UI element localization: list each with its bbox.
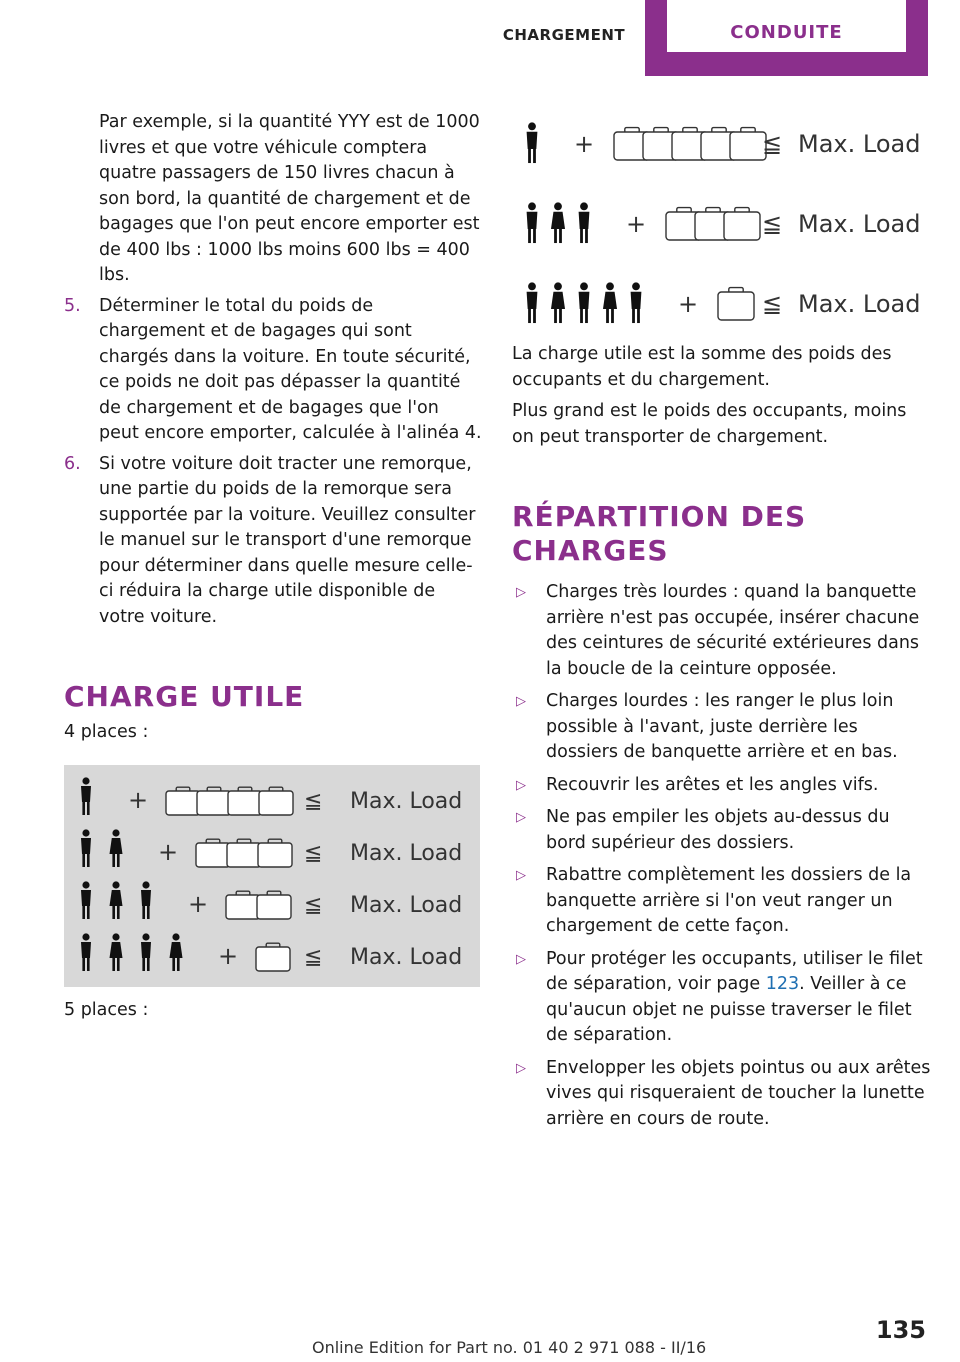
bullet-item: ▷ Rabattre complètement les dossiers de la banquette arrière si l'on veut ranger un chargement de cette façon.	[516, 865, 912, 936]
max-load-label: Max. Load	[798, 210, 921, 238]
female-occupant-icon	[603, 282, 617, 323]
female-occupant-icon	[551, 202, 565, 243]
max-load-label: Max. Load	[350, 945, 463, 970]
example-paragraph: Par exemple, si la quantité YYY est de 1000 livres et que votre véhicule comptera quatre passagers de 150 livres chacun à son bord, la quantité de chargement et de bagages que l'on peut encore emporter est de 400 lbs : 1000 lbs moins 600 lbs = 400 lbs.	[99, 112, 480, 285]
payload-row	[81, 777, 462, 815]
luggage-icon	[718, 288, 754, 320]
luggage-icon	[724, 208, 760, 240]
male-occupant-icon	[579, 282, 590, 323]
female-occupant-icon	[551, 282, 565, 323]
payload-row	[527, 282, 921, 323]
plus-sign: +	[218, 942, 239, 970]
female-occupant-icon	[110, 933, 123, 971]
numbered-step-5	[64, 294, 484, 447]
female-occupant-icon	[110, 829, 123, 867]
edition-line: Online Edition for Part no. 01 40 2 971 088 - II/16	[312, 1338, 707, 1357]
bullet-item: ▷ Ne pas empiler les objets au-dessus du bord supérieur des dossiers.	[516, 807, 890, 853]
plus-sign: +	[128, 786, 149, 814]
less-or-equal-sign: ≦	[762, 290, 783, 318]
page-number: 135	[875, 1316, 926, 1344]
luggage-icon	[197, 787, 231, 815]
payload-row	[527, 202, 921, 243]
plus-sign: +	[158, 838, 179, 866]
payload-row	[81, 829, 462, 867]
male-occupant-icon	[81, 881, 91, 919]
left-column	[64, 110, 484, 746]
max-load-label: Max. Load	[798, 130, 921, 158]
male-occupant-icon	[141, 933, 151, 971]
bullet-item: ▷ Recouvrir les arêtes et les angles vifs.	[512, 773, 932, 799]
step-number: 6.	[64, 453, 81, 474]
luggage-icon	[257, 891, 291, 919]
less-or-equal-sign: ≦	[762, 130, 783, 158]
payload-row	[81, 933, 462, 971]
luggage-icon	[196, 839, 230, 867]
bullet-triangle-icon: ▷	[516, 868, 526, 883]
luggage-icon	[228, 787, 262, 815]
max-load-label: Max. Load	[798, 290, 921, 318]
numbered-step-6	[64, 452, 484, 631]
male-occupant-icon	[527, 122, 538, 163]
payload-row	[81, 881, 462, 919]
step-text: Si votre voiture doit tracter une remorque, une partie du poids de la remorque sera supportée par la voiture. Veuillez consulter le manuel sur le transport d'une remorque pour déterminer dans quelle mesure celle-ci réduira la charge utile disponible de votre voiture.	[99, 453, 476, 627]
page-reference-link[interactable]: 123	[765, 974, 800, 994]
plus-sign: +	[678, 290, 699, 318]
luggage-icon	[226, 891, 260, 919]
max-load-label: Max. Load	[350, 841, 463, 866]
step-text: Déterminer le total du poids de chargement et de bagages qui sont chargés dans la voiture. En toute sécurité, ce poids ne doit pas dépasser la quantité de chargement et de bagages que l'on peut encore emporter, calculée à l'alinéa 4.	[99, 295, 482, 443]
luggage-icon	[258, 839, 292, 867]
bullet-triangle-icon: ▷	[516, 777, 526, 793]
male-occupant-icon	[527, 282, 538, 323]
less-or-equal-sign: ≦	[304, 841, 323, 866]
male-occupant-icon	[81, 933, 91, 971]
plus-sign: +	[626, 210, 647, 238]
bullet-item: ▷ Charges très lourdes : quand la banquette arrière n'est pas occupée, insérer chacune des ceintures de sécurité extérieures dans la boucle de la ceinture opposée.	[516, 582, 920, 679]
male-occupant-icon	[81, 777, 91, 815]
male-occupant-icon	[527, 202, 538, 243]
places-4-label: 4 places :	[64, 722, 149, 742]
payload-note: Plus grand est le poids des occupants, moins on peut transporter de chargement.	[512, 401, 907, 447]
places-5-label: 5 places :	[64, 1000, 149, 1020]
luggage-icon	[259, 787, 293, 815]
luggage-icon	[166, 787, 200, 815]
bullet-triangle-icon: ▷	[516, 810, 526, 825]
plus-sign: +	[574, 130, 595, 158]
less-or-equal-sign: ≦	[304, 945, 323, 970]
male-occupant-icon	[141, 881, 151, 919]
right-column	[512, 342, 932, 1132]
bullet-item: ▷ Envelopper les objets pointus ou aux arêtes vives qui risqueraient de toucher la lunette arrière en cours de route.	[516, 1057, 931, 1129]
male-occupant-icon	[579, 202, 590, 243]
luggage-icon	[227, 839, 261, 867]
bullet-triangle-icon: ▷	[516, 951, 526, 967]
step-number: 5.	[64, 295, 81, 316]
less-or-equal-sign: ≦	[762, 210, 783, 238]
less-or-equal-sign: ≦	[304, 893, 323, 918]
heading-charge-utile: CHARGE UTILE	[64, 680, 305, 713]
male-occupant-icon	[631, 282, 642, 323]
max-load-label: Max. Load	[350, 789, 463, 814]
luggage-icon	[730, 128, 766, 160]
bullet-item: ▷ Pour protéger les occupants, utiliser le filet de séparation, voir page 123. Veiller à ce qu'aucun objet ne puisse traverser le filet de séparation.	[516, 948, 923, 1045]
chapter-tab-label: CONDUITE	[730, 22, 843, 43]
payload-figure-4-places	[64, 765, 480, 987]
luggage-icon	[256, 943, 290, 971]
less-or-equal-sign: ≦	[304, 789, 323, 814]
bullet-item: ▷ Charges lourdes : les ranger le plus loin possible à l'avant, juste derrière les dossiers de banquette arrière et en bas.	[516, 691, 898, 762]
payload-row	[527, 122, 921, 163]
heading-repartition-des-charges: RÉPARTITION DES CHARGES	[512, 500, 807, 567]
payload-figure-5-places	[512, 110, 928, 332]
payload-definition: La charge utile est la somme des poids des occupants et du chargement.	[512, 344, 892, 390]
header-chapter-tab	[645, 0, 928, 76]
male-occupant-icon	[81, 829, 91, 867]
female-occupant-icon	[170, 933, 183, 971]
female-occupant-icon	[110, 881, 123, 919]
bullet-triangle-icon: ▷	[516, 1060, 526, 1076]
bullet-triangle-icon: ▷	[516, 585, 526, 600]
max-load-label: Max. Load	[350, 893, 463, 918]
plus-sign: +	[188, 890, 209, 918]
header-section-label: CHARGEMENT	[502, 26, 626, 44]
bullet-triangle-icon: ▷	[516, 694, 526, 709]
